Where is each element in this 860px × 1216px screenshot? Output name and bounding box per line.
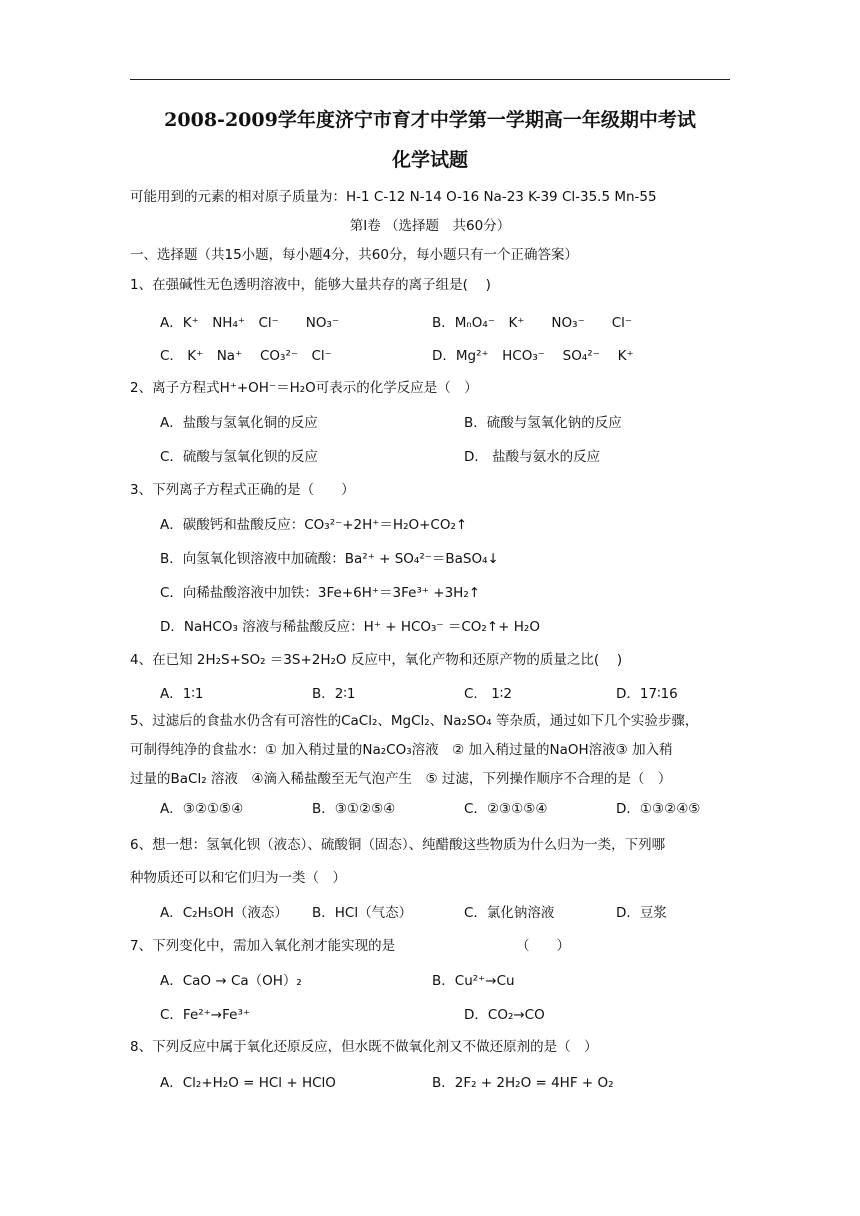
exam-subtitle: 化学试题	[391, 149, 468, 171]
q7-option-a: A．CaO → Ca（OH）₂	[160, 973, 302, 989]
q3-option-c: C．向稀盐酸溶液中加铁：3Fe+6H⁺＝3Fe³⁺ +3H₂↑	[160, 585, 481, 601]
q3-option-b: B．向氢氧化钡溶液中加硫酸：Ba²⁺ + SO₄²⁻＝BaSO₄↓	[160, 551, 499, 567]
q5-option-d: D．①③②④⑤	[616, 801, 701, 817]
q5-stem-line1: 5、过滤后的食盐水仍含有可溶性的CaCl₂、MgCl₂、Na₂SO₄ 等杂质，通过如下几个实验步骤，	[130, 713, 699, 729]
q3-option-d: D．NaHCO₃ 溶液与稀盐酸反应：H⁺ + HCO₃⁻ ＝CO₂↑+ H₂O	[160, 619, 540, 635]
q4-stem: 4、在已知 2H₂S+SO₂ ＝3S+2H₂O 反应中，氧化产物和还原产物的质量之比( )	[130, 652, 623, 668]
atomic-masses-note: 可能用到的元素的相对原子质量为：H-1 C-12 N-14 O-16 Na-23 K-39 Cl-35.5 Mn-55	[130, 189, 657, 205]
q7-answer-paren: （ ）	[516, 938, 570, 954]
q6-option-c: C．氯化钠溶液	[464, 905, 555, 921]
q4-option-b: B．2∶1	[312, 686, 356, 702]
q1-option-d: D．Mg²⁺ HCO₃⁻ SO₄²⁻ K⁺	[432, 348, 634, 364]
q6-option-d: D．豆浆	[616, 905, 667, 921]
q5-option-c: C．②③①⑤④	[464, 801, 548, 817]
q7-option-d: D．CO₂→CO	[464, 1007, 545, 1023]
q1-option-c: C. K⁺ Na⁺ CO₃²⁻ Cl⁻	[160, 348, 332, 364]
q8-option-b: B．2F₂ + 2H₂O = 4HF + O₂	[432, 1075, 614, 1091]
q1-option-a: A．K⁺ NH₄⁺ Cl⁻ NO₃⁻	[160, 315, 340, 331]
q7-stem: 7、下列变化中，需加入氧化剂才能实现的是	[130, 938, 396, 954]
exam-title: 2008-2009学年度济宁市育才中学第一学期高一年级期中考试	[164, 109, 696, 131]
q2-stem: 2、离子方程式H⁺+OH⁻＝H₂O可表示的化学反应是（ ）	[130, 380, 478, 396]
q7-option-c: C．Fe²⁺→Fe³⁺	[160, 1007, 250, 1023]
q6-option-a: A．C₂H₅OH（液态）	[160, 905, 288, 921]
q4-option-d: D．17∶16	[616, 686, 678, 702]
q2-option-d: D． 盐酸与氨水的反应	[464, 449, 601, 465]
q8-stem: 8、下列反应中属于氧化还原反应，但水既不做氧化剂又不做还原剂的是（ ）	[130, 1039, 598, 1055]
q5-stem-line2: 可制得纯净的食盐水：① 加入稍过量的Na₂CO₃溶液 ② 加入稍过量的NaOH溶液③ 加入稍	[130, 742, 673, 758]
q6-stem-line2: 种物质还可以和它们归为一类（ ）	[130, 870, 346, 886]
q6-stem-line1: 6、想一想：氢氧化钡（液态）、硫酸铜（固态）、纯醋酸这些物质为什么归为一类，下列哪	[130, 837, 666, 853]
q4-option-a: A．1∶1	[160, 686, 204, 702]
q5-stem-line3: 过量的BaCl₂ 溶液 ④滴入稀盐酸至无气泡产生 ⑤ 过滤，下列操作顺序不合理的是（ ）	[130, 771, 672, 787]
section1-intro: 一、选择题（共15小题，每小题4分，共60分，每小题只有一个正确答案）	[130, 247, 578, 263]
q3-stem: 3、下列离子方程式正确的是（ ）	[130, 482, 355, 498]
q8-option-a: A．Cl₂+H₂O = HCl + HClO	[160, 1075, 336, 1091]
q1-stem: 1、在强碱性无色透明溶液中，能够大量共存的离子组是( )	[130, 277, 491, 293]
q4-option-c: C. 1∶2	[464, 686, 512, 702]
q1-option-b: B．MₙO₄⁻ K⁺ NO₃⁻ Cl⁻	[432, 315, 632, 331]
q7-option-b: B．Cu²⁺→Cu	[432, 973, 515, 989]
q5-option-a: A．③②①⑤④	[160, 801, 244, 817]
part1-heading: 第Ⅰ卷 （选择题 共60分）	[349, 218, 511, 234]
q5-option-b: B．③①②⑤④	[312, 801, 396, 817]
q2-option-b: B．硫酸与氢氧化钠的反应	[464, 415, 622, 431]
q6-option-b: B．HCl（气态）	[312, 905, 413, 921]
header-rule	[130, 79, 730, 80]
q2-option-c: C．硫酸与氢氧化钡的反应	[160, 449, 318, 465]
q2-option-a: A．盐酸与氢氧化铜的反应	[160, 415, 318, 431]
q3-option-a: A．碳酸钙和盐酸反应：CO₃²⁻+2H⁺＝H₂O+CO₂↑	[160, 517, 468, 533]
